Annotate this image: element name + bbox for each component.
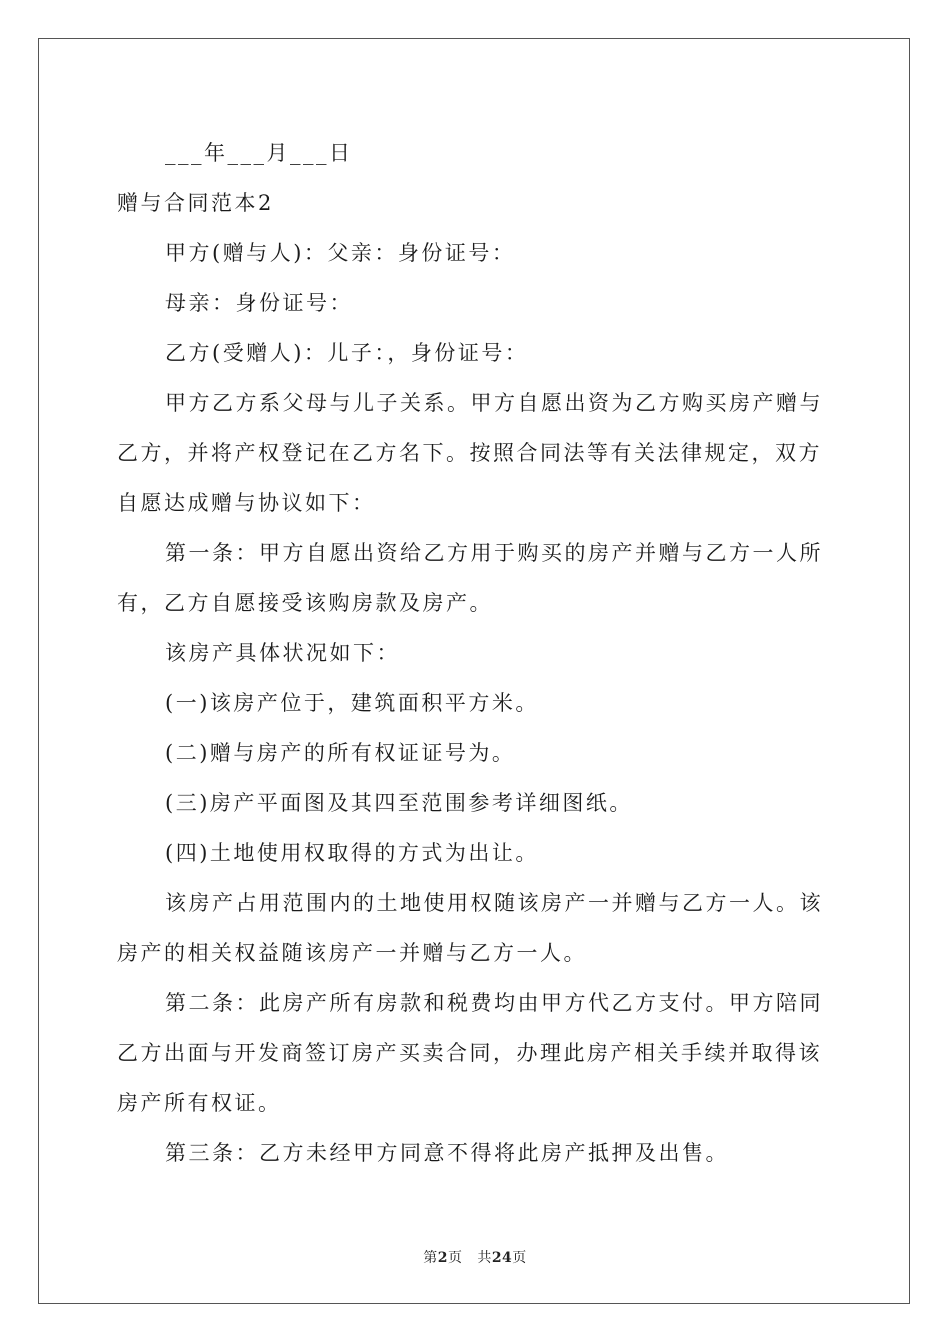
paragraph: (一)该房产位于，建筑面积平方米。 [165, 691, 539, 715]
paragraph: 母亲：身份证号： [165, 291, 353, 315]
page-suffix: 页 [447, 1250, 463, 1266]
paragraph: 第一条：甲方自愿出资给乙方用于购买的房产并赠与乙方一人所有，乙方自愿接受该购房款及房产。 [117, 541, 823, 615]
document-title: 赠与合同范本2 [117, 191, 274, 215]
paragraph: 该房产占用范围内的土地使用权随该房产一并赠与乙方一人。该房产的相关权益随该房产一并赠与乙方一人。 [117, 891, 823, 965]
paragraph: 甲方乙方系父母与儿子关系。甲方自愿出资为乙方购买房产赠与乙方，并将产权登记在乙方名下。按照合同法等有关法律规定，双方自愿达成赠与协议如下： [117, 391, 823, 515]
page-footer [0, 1247, 950, 1267]
paragraph: (三)房产平面图及其四至范围参考详细图纸。 [165, 791, 633, 815]
paragraph: 甲方(赠与人)：父亲：身份证号： [165, 241, 516, 265]
paragraph: 第三条：乙方未经甲方同意不得将此房产抵押及出售。 [165, 1141, 729, 1165]
document-body [117, 128, 831, 1178]
paragraph: 第二条：此房产所有房款和税费均由甲方代乙方支付。甲方陪同乙方出面与开发商签订房产买卖合同，办理此房产相关手续并取得该房产所有权证。 [117, 991, 823, 1115]
page-prefix: 第 [423, 1250, 438, 1266]
paragraph: (四)土地使用权取得的方式为出让。 [165, 841, 539, 865]
total-suffix: 页 [512, 1250, 527, 1266]
date-line: ___年___月___日 [165, 141, 353, 165]
paragraph: 该房产具体状况如下： [165, 641, 400, 665]
paragraph: (二)赠与房产的所有权证证号为。 [165, 741, 516, 765]
total-page-count: 24 [491, 1250, 513, 1266]
current-page-number: 2 [437, 1250, 448, 1266]
paragraph: 乙方(受赠人)：儿子：，身份证号： [165, 341, 529, 365]
total-prefix: 共 [477, 1250, 492, 1266]
